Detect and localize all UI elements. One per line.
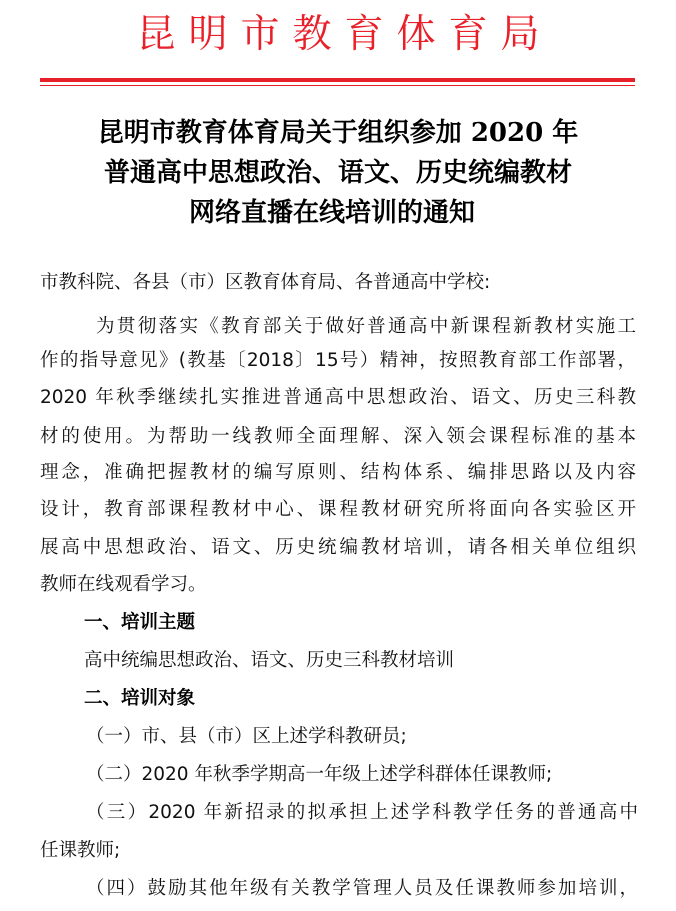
body-line: 理念，准确把握教材的编写原则、结构体系、编排思路以及内容 — [40, 462, 636, 483]
document-title-line-3: 网络直播在线培训的通知 — [188, 198, 475, 228]
body-line: 材的使用。为帮助一线教师全面理解、深入领会课程标准的基本 — [40, 426, 636, 447]
list-item-continuation: 任课教师; — [40, 840, 121, 861]
body-line: 作的指导意见》(教基〔2018〕15号）精神，按照教育部工作部署， — [40, 350, 636, 371]
body-line: 2020 年秋季继续扎实推进普通高中思想政治、语文、历史三科教 — [40, 387, 636, 408]
list-item: （二）2020 年秋季学期高一年级上述学科群体任课教师; — [86, 764, 553, 785]
masthead-title: 昆明市教育体育局 — [136, 12, 553, 57]
list-item: （三）2020 年新招录的拟承担上述学科教学任务的普通高中 — [86, 802, 638, 823]
body-line: 展高中思想政治、语文、历史统编教材培训，请各相关单位组织 — [40, 537, 636, 558]
body-line: 设计，教育部课程教材中心、课程教材研究所将面向各实验区开 — [40, 499, 636, 520]
document-title-line-1: 昆明市教育体育局关于组织参加 2020 年 — [97, 118, 579, 148]
masthead-rule-thin — [40, 85, 635, 86]
body-line: 教师在线观看学习。 — [40, 574, 207, 595]
section-heading-training-topic: 一、培训主题 — [84, 612, 196, 633]
masthead-rule-thick — [40, 78, 635, 82]
body-line: 为贯彻落实《教育部关于做好普通高中新课程新教材实施工 — [96, 316, 636, 337]
addressee: 市教科院、各县（市）区教育体育局、各普通高中学校: — [40, 272, 491, 293]
section-content-training-topic: 高中统编思想政治、语文、历史三科教材培训 — [84, 650, 455, 671]
list-item: （四）鼓励其他年级有关教学管理人员及任课教师参加培训， — [86, 878, 638, 899]
document-title-line-2: 普通高中思想政治、语文、历史统编教材 — [103, 158, 572, 188]
section-heading-training-targets: 二、培训对象 — [84, 688, 196, 709]
list-item: （一）市、县（市）区上述学科教研员; — [86, 726, 407, 747]
